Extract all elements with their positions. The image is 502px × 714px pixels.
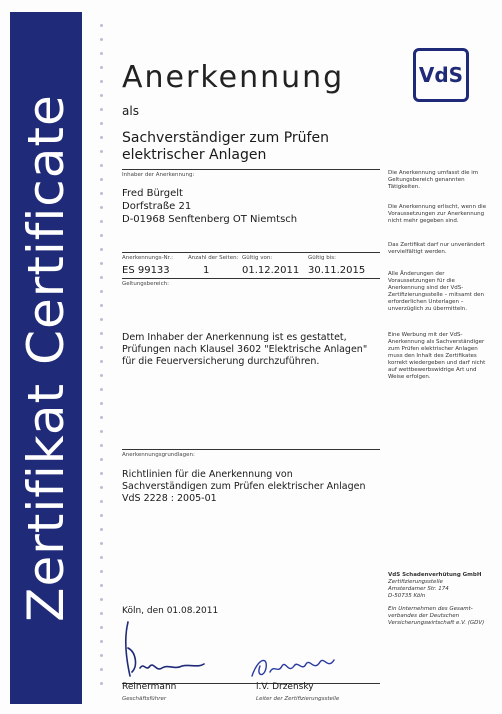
decorative-dot — [100, 66, 103, 69]
basis-text — [122, 469, 382, 505]
org-member-line-1: Ein Unternehmen des Gesamt- — [388, 606, 473, 612]
valid-from-label: Gültig von: — [242, 255, 273, 261]
decorative-dot — [100, 472, 103, 475]
holder-address — [122, 187, 297, 226]
number-label: Anerkennungs-Nr.: — [122, 255, 174, 261]
holder-label: Inhaber der Anerkennung: — [122, 172, 195, 178]
holder-city: D-01968 Senftenberg OT Niemtsch — [122, 214, 298, 225]
page-title: Anerkennung — [122, 60, 345, 95]
valid-to-label: Gültig bis: — [308, 255, 336, 261]
side-band-word-zertifikat: Zertifikat — [17, 382, 75, 622]
vds-logo: VdS — [413, 48, 469, 102]
decorative-dot — [100, 94, 103, 97]
statement-line-1: Dem Inhaber der Anerkennung ist es gestattet, — [122, 332, 347, 343]
side-band-word-certificate: Certificate — [17, 94, 75, 365]
place-and-date: Köln, den 01.08.2011 — [122, 606, 219, 616]
statement-line-3: für die Feuerversicherung durchzuführen. — [122, 356, 320, 367]
decorative-dot — [100, 598, 103, 601]
org-street: Amsterdamer Str. 174 — [388, 586, 449, 592]
valid-to-field — [308, 255, 365, 276]
signer-2-name: i.V. Drzensky — [256, 682, 314, 692]
decorative-dot — [100, 290, 103, 293]
decorative-dot — [100, 444, 103, 447]
decorative-dot — [100, 682, 103, 685]
holder-name: Fred Bürgelt — [122, 188, 183, 199]
basis-line-3: VdS 2228 : 2005-01 — [122, 493, 217, 504]
decorative-dot — [100, 500, 103, 503]
decorative-dot — [100, 206, 103, 209]
decorative-dot — [100, 640, 103, 643]
als-text: als — [122, 104, 139, 118]
scope-label: Geltungsbereich: — [122, 281, 169, 287]
signature-reinermann — [118, 618, 208, 682]
holder-street: Dorfstraße 21 — [122, 201, 192, 212]
decorative-dot — [100, 136, 103, 139]
signer-2-title: Leiter der Zertifizierungsstelle — [256, 696, 340, 702]
decorative-dot — [100, 38, 103, 41]
decorative-dot — [100, 360, 103, 363]
statement — [122, 332, 382, 368]
side-band — [10, 12, 82, 704]
decorative-dot — [100, 514, 103, 517]
org-unit: Zertifizierungsstelle — [388, 579, 443, 585]
decorative-dot — [100, 402, 103, 405]
decorative-dot — [100, 192, 103, 195]
pages-value: 1 — [203, 265, 210, 276]
number-field — [122, 255, 173, 276]
signer-1-name: Reinermann — [122, 682, 177, 692]
decorative-dot — [100, 542, 103, 545]
side-band-text — [10, 12, 82, 704]
decorative-dot — [100, 262, 103, 265]
decorative-dot — [100, 654, 103, 657]
decorative-dot — [100, 612, 103, 615]
number-value: ES 99133 — [122, 265, 170, 276]
decorative-dot — [100, 626, 103, 629]
pages-field — [188, 255, 238, 276]
decorative-dot — [100, 374, 103, 377]
basis-label: Anerkennungsgrundlagen: — [122, 452, 195, 458]
decorative-dot — [100, 220, 103, 223]
decorative-dot — [100, 234, 103, 237]
valid-from-value: 01.12.2011 — [242, 265, 300, 276]
decorative-dot — [100, 122, 103, 125]
org-member-line-2: verbandes der Deutschen — [388, 613, 460, 619]
decorative-dot — [100, 668, 103, 671]
decorative-dot — [100, 108, 103, 111]
decorative-dot — [100, 556, 103, 559]
org-member-line-3: Versicherungswirtschaft e.V. (GDV) — [388, 620, 485, 626]
decorative-dot — [100, 528, 103, 531]
valid-to-value: 30.11.2015 — [308, 265, 366, 276]
side-note: Alle Änderungen der Voraussetzungen für die Anerkennung sind der VdS-Zertifizierungsstelle – mitsamt den erforderlichen Unterlagen – unverzüglich zu übermitteln. — [388, 271, 484, 312]
decorative-dot — [100, 304, 103, 307]
divider — [122, 449, 380, 450]
side-note: Die Anerkennung erlischt, wenn die Voraussetzungen zur Anerkennung nicht mehr gegeben sind. — [388, 204, 487, 224]
subject-line-1: Sachverständiger zum Prüfen — [122, 130, 329, 146]
decorative-dot — [100, 486, 103, 489]
divider — [122, 169, 380, 170]
decorative-dot — [100, 164, 103, 167]
decorative-dot — [100, 80, 103, 83]
basis-line-1: Richtlinien für die Anerkennung von — [122, 469, 293, 480]
decorative-dot — [100, 24, 103, 27]
organization-block — [388, 572, 492, 627]
signature-drzensky — [248, 652, 338, 684]
divider — [122, 252, 380, 253]
divider — [122, 278, 380, 279]
decorative-dot — [100, 178, 103, 181]
decorative-dot — [100, 430, 103, 433]
signer-1-title: Geschäftsführer — [122, 696, 167, 702]
side-note: Das Zertifikat darf nur unverändert vervielfältigt werden. — [388, 242, 485, 255]
decorative-dot — [100, 150, 103, 153]
certificate-subject — [122, 130, 329, 164]
basis-line-2: Sachverständigen zum Prüfen elektrischer Anlagen — [122, 481, 366, 492]
decorative-dot-column — [96, 14, 108, 704]
decorative-dot — [100, 332, 103, 335]
side-note: Die Anerkennung umfasst die im Geltungsbereich genannten Tätigkeiten. — [388, 170, 479, 190]
subject-line-2: elektrischer Anlagen — [122, 147, 267, 163]
valid-from-field — [242, 255, 299, 276]
org-name: VdS Schadenverhütung GmbH — [388, 572, 482, 578]
decorative-dot — [100, 276, 103, 279]
decorative-dot — [100, 570, 103, 573]
statement-line-2: Prüfungen nach Klausel 3602 "Elektrische Anlagen" — [122, 344, 368, 355]
pages-label: Anzahl der Seiten: — [188, 255, 239, 261]
org-city: D-50735 Köln — [388, 593, 426, 599]
side-note: Eine Werbung mit der VdS-Anerkennung als Sachverständiger zum Prüfen elektrischer Anlagen muss den Inhalt des Zertifikates korrekt wiedergeben und darf nicht auf wettbewerbswidrige Art und Weise erfolgen. — [388, 332, 486, 380]
decorative-dot — [100, 416, 103, 419]
decorative-dot — [100, 584, 103, 587]
decorative-dot — [100, 458, 103, 461]
decorative-dot — [100, 52, 103, 55]
decorative-dot — [100, 346, 103, 349]
decorative-dot — [100, 318, 103, 321]
decorative-dot — [100, 248, 103, 251]
decorative-dot — [100, 388, 103, 391]
